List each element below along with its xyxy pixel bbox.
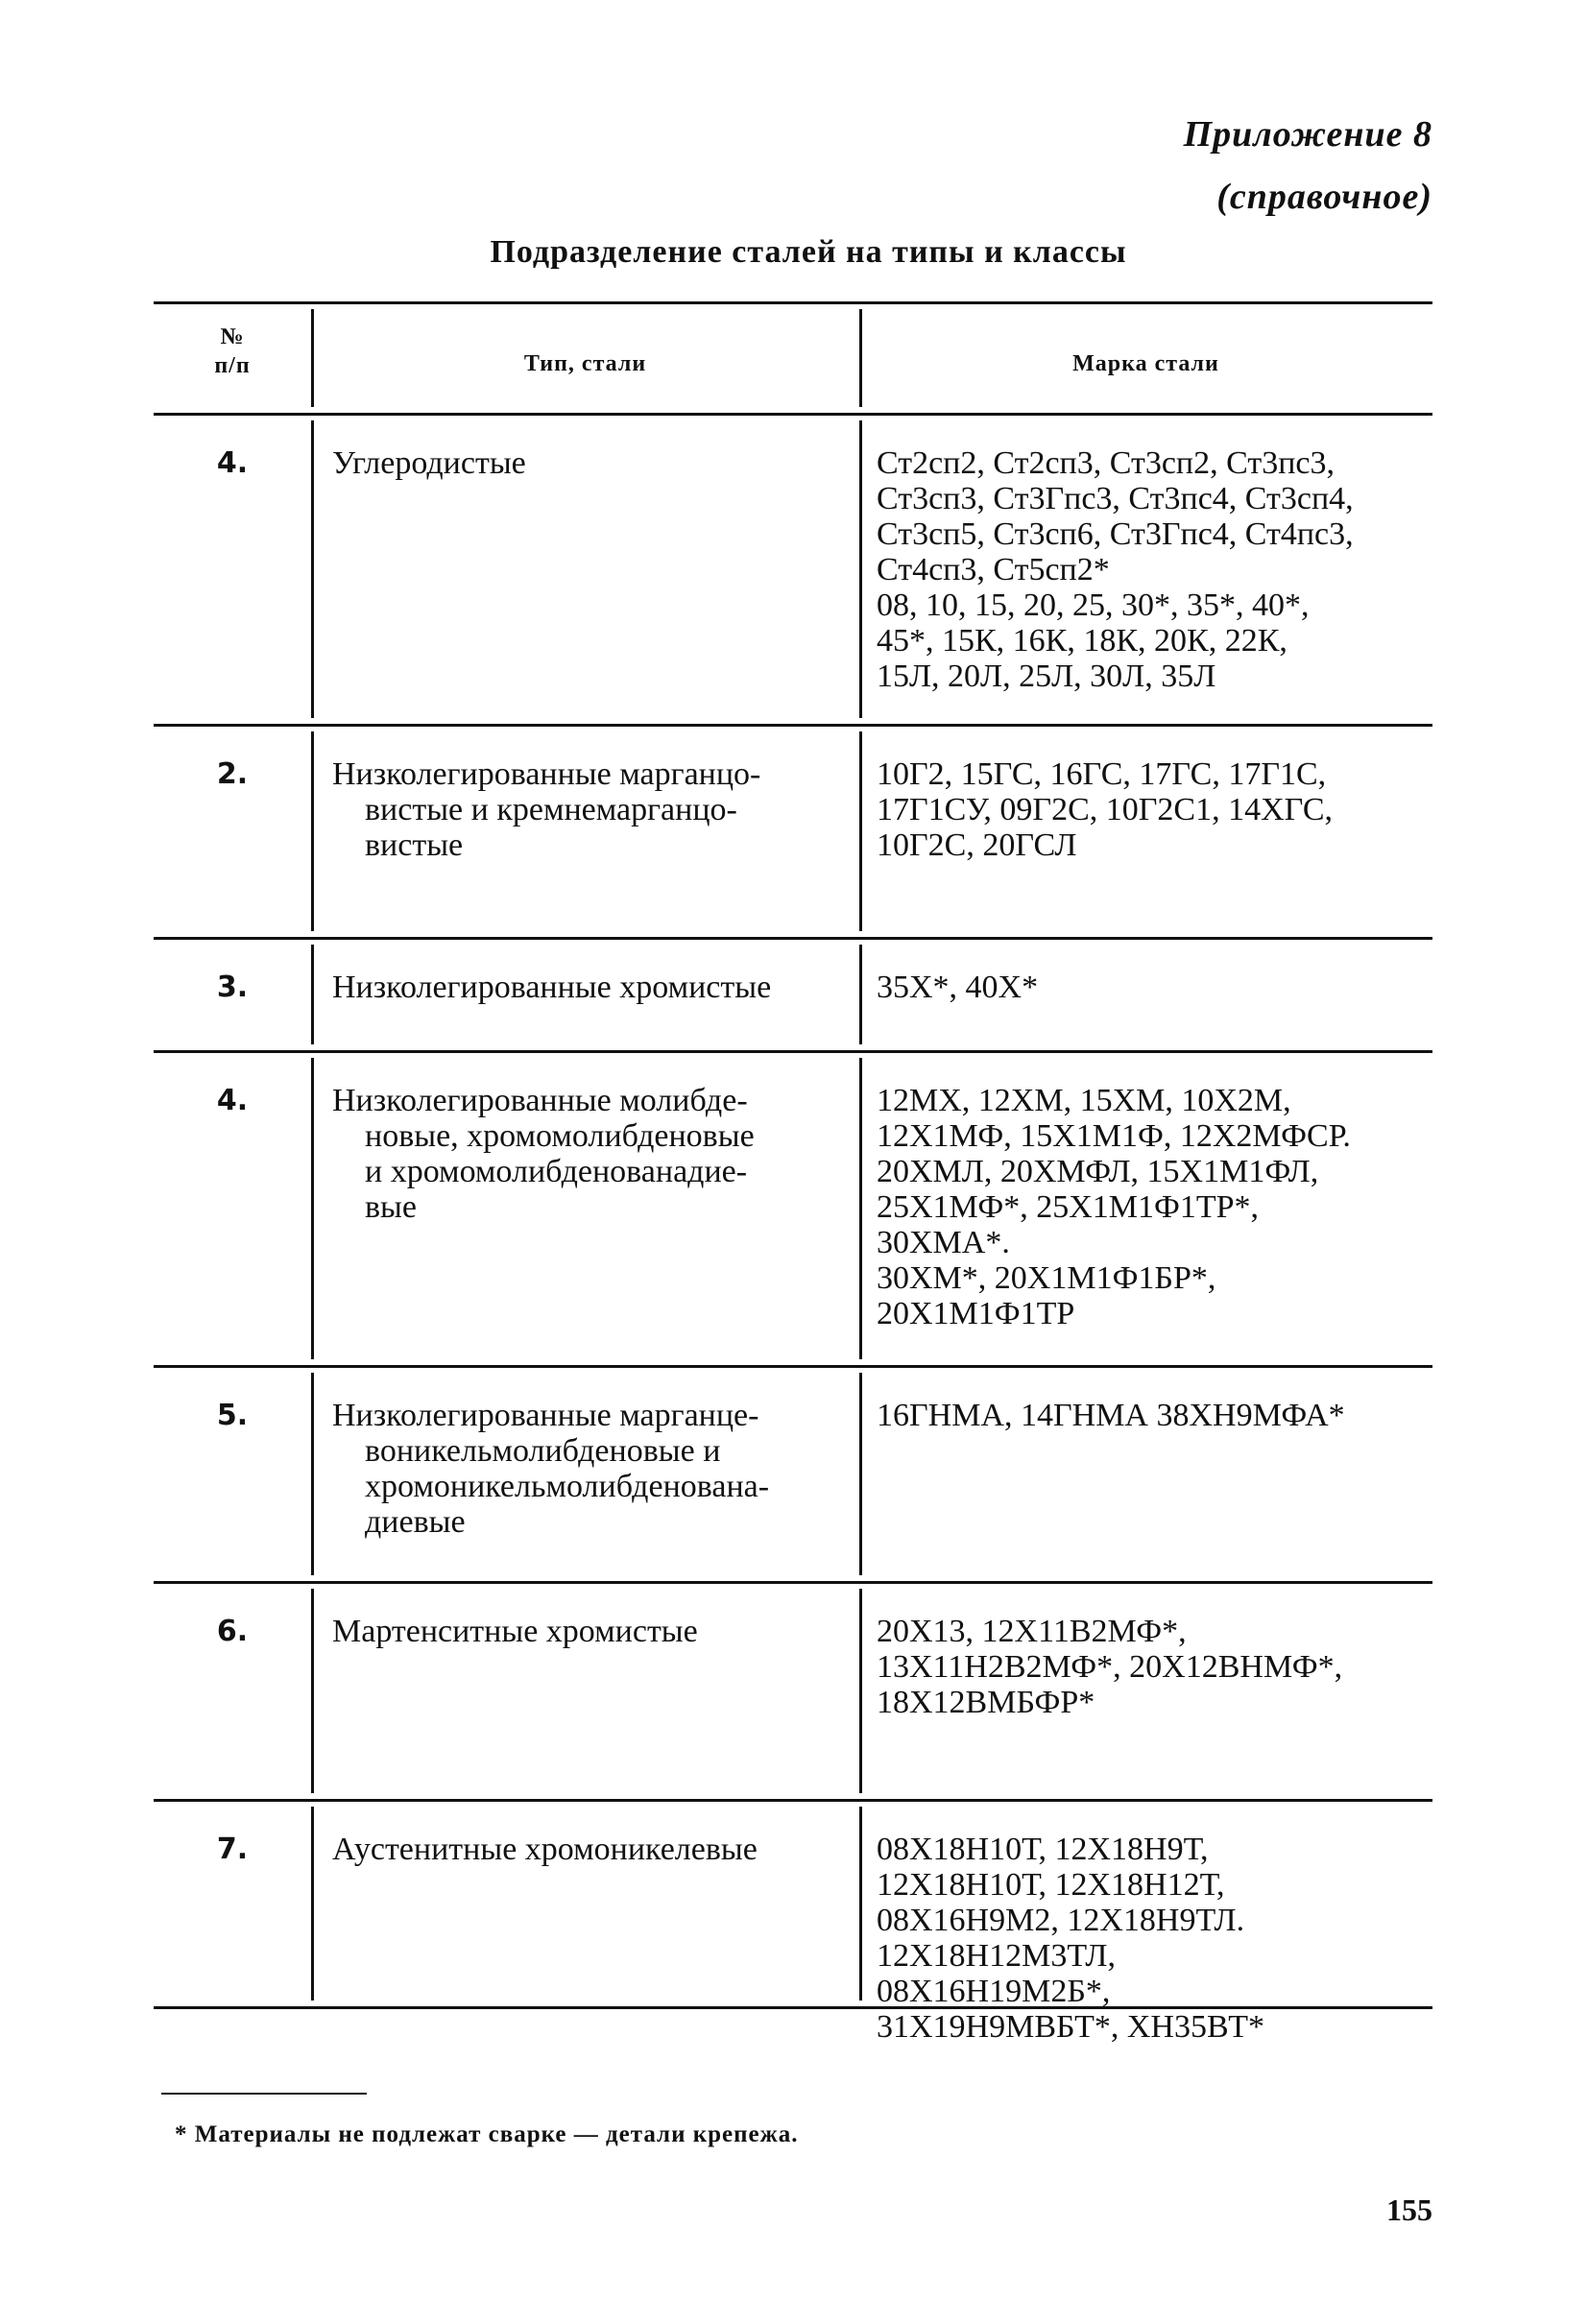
column-divider <box>859 420 862 718</box>
row-number: 4. <box>216 1084 249 1117</box>
steel-grade-line: 30ХМ*, 20Х1М1Ф1БР*, <box>877 1260 1216 1296</box>
steel-grade-line: 12Х1МФ, 15Х1М1Ф, 12Х2МФСР. <box>877 1118 1351 1154</box>
column-header-number-line2: п/п <box>214 353 251 378</box>
steel-type-line: Аустенитные хромоникелевые <box>332 1832 758 1867</box>
table-rule <box>154 413 1432 416</box>
column-divider <box>311 731 314 931</box>
steel-grade-line: 20ХМЛ, 20ХМФЛ, 15Х1М1ФЛ, <box>877 1154 1319 1189</box>
table-rule <box>154 1581 1432 1584</box>
steel-grade-line: 25Х1МФ*, 25Х1М1Ф1ТР*, <box>877 1189 1260 1225</box>
steel-grade-line: 08Х18Н10Т, 12Х18Н9Т, <box>877 1832 1209 1867</box>
steel-grade-line: 18Х12ВМБФР* <box>877 1685 1095 1720</box>
column-divider <box>311 1589 314 1793</box>
column-divider <box>859 945 862 1044</box>
steel-grades <box>877 970 1442 1005</box>
appendix-note: (справочное) <box>1216 177 1432 217</box>
steel-grade-line: 20Х1М1Ф1ТР <box>877 1296 1075 1331</box>
steel-grade-line: 08Х16Н9М2, 12Х18Н9ТЛ. <box>877 1903 1245 1938</box>
steel-grade-line: 12МХ, 12ХМ, 15ХМ, 10Х2М, <box>877 1083 1291 1118</box>
steel-grade-line: 08, 10, 15, 20, 25, 30*, 35*, 40*, <box>877 587 1310 623</box>
steel-type-line: и хромомолибденованадие- <box>365 1154 748 1189</box>
table-rule <box>154 1799 1432 1802</box>
steel-type-line: вые <box>365 1189 417 1225</box>
steel-type-line: Углеродистые <box>332 445 526 481</box>
column-header-grade: Марка стали <box>1072 351 1219 376</box>
steel-grade-line: 10Г2, 15ГС, 16ГС, 17ГС, 17Г1С, <box>877 756 1327 792</box>
steel-type-line: воникельмолибденовые и <box>365 1433 721 1469</box>
steel-grade-line: 12Х18Н12М3ТЛ, <box>877 1938 1116 1974</box>
column-divider <box>311 945 314 1044</box>
table-rule <box>154 724 1432 727</box>
table-rule <box>154 1365 1432 1368</box>
steel-grade-line: 10Г2С, 20ГСЛ <box>877 827 1077 863</box>
row-number: 7. <box>216 1833 249 1866</box>
steel-grade-line: 13Х11Н2В2МФ*, 20Х12ВНМФ*, <box>877 1649 1343 1685</box>
steel-type <box>332 756 850 863</box>
page-title: Подразделение сталей на типы и классы <box>490 234 1127 270</box>
steel-type-line: Низколегированные хромистые <box>332 970 772 1005</box>
steel-grade-line: Ст2сп2, Ст2сп3, Ст3сп2, Ст3пс3, <box>877 445 1335 481</box>
row-number: 2. <box>216 757 249 791</box>
column-divider <box>311 420 314 718</box>
steel-type <box>332 1832 850 1867</box>
steel-grades <box>877 445 1442 694</box>
steel-grade-line: 20Х13, 12Х11В2МФ*, <box>877 1614 1187 1649</box>
steel-grade-line: Ст3сп5, Ст3сп6, Ст3Гпс4, Ст4пс3, <box>877 516 1354 552</box>
column-divider <box>859 1373 862 1575</box>
page-number: 155 <box>1386 2192 1432 2227</box>
steel-grade-line: 08Х16Н19М2Б*, <box>877 1974 1111 2009</box>
steel-type-line: вистые <box>365 827 464 863</box>
steel-type <box>332 1083 850 1225</box>
row-number: 3. <box>216 970 249 1004</box>
table-rule <box>154 301 1432 304</box>
footnote-divider <box>161 2093 367 2095</box>
steel-type-line: хромоникельмолибденована- <box>365 1469 770 1504</box>
column-header-number-line1: № <box>220 324 245 349</box>
column-divider <box>311 1373 314 1575</box>
column-divider <box>859 731 862 931</box>
steel-type-line: Низколегированные марганцо- <box>332 756 761 792</box>
steel-type-line: Низколегированные марганце- <box>332 1398 759 1433</box>
column-divider <box>311 1058 314 1359</box>
steel-grades <box>877 1398 1442 1433</box>
steel-type-line: новые, хромомолибденовые <box>365 1118 755 1154</box>
steel-type <box>332 1398 850 1540</box>
steel-type <box>332 1614 850 1649</box>
steel-grade-line: 15Л, 20Л, 25Л, 30Л, 35Л <box>877 659 1216 694</box>
column-divider <box>859 1589 862 1793</box>
row-number: 4. <box>216 446 249 480</box>
steel-grade-line: Ст4сп3, Ст5сп2* <box>877 552 1110 587</box>
column-divider <box>859 1058 862 1359</box>
steel-grade-line: 30ХМА*. <box>877 1225 1010 1260</box>
row-number: 6. <box>216 1615 249 1648</box>
steel-grades <box>877 756 1442 863</box>
appendix-label: Приложение 8 <box>1183 114 1432 155</box>
table-rule <box>154 1050 1432 1053</box>
steel-type <box>332 970 850 1005</box>
steel-type-line: Низколегированные молибде- <box>332 1083 748 1118</box>
table-rule <box>154 937 1432 940</box>
column-header-number <box>154 323 311 380</box>
column-divider <box>859 1807 862 2001</box>
column-divider <box>311 1807 314 2001</box>
steel-type <box>332 445 850 481</box>
steel-grade-line: 31Х19Н9МВБТ*, ХН35ВТ* <box>877 2009 1264 2045</box>
steel-type-line: вистые и кремнемарганцо- <box>365 792 737 827</box>
steel-grade-line: 12Х18Н10Т, 12Х18Н12Т, <box>877 1867 1225 1903</box>
steel-grade-line: Ст3сп3, Ст3Гпс3, Ст3пс4, Ст3сп4, <box>877 481 1354 516</box>
steel-grade-line: 35Х*, 40Х* <box>877 970 1039 1005</box>
steel-grades <box>877 1832 1442 2045</box>
steel-grades <box>877 1614 1442 1720</box>
steel-type-line: диевые <box>365 1504 466 1540</box>
steel-grade-line: 16ГНМА, 14ГНМА 38ХН9МФА* <box>877 1398 1345 1433</box>
steel-grades <box>877 1083 1442 1331</box>
steel-type-line: Мартенситные хромистые <box>332 1614 698 1649</box>
row-number: 5. <box>216 1399 249 1432</box>
steel-grade-line: 45*, 15К, 16К, 18К, 20К, 22К, <box>877 623 1287 659</box>
footnote: * Материалы не подлежат сварке — детали крепежа. <box>175 2121 799 2147</box>
steel-grade-line: 17Г1СУ, 09Г2С, 10Г2С1, 14ХГС, <box>877 792 1334 827</box>
column-header-type: Тип, стали <box>523 351 647 376</box>
